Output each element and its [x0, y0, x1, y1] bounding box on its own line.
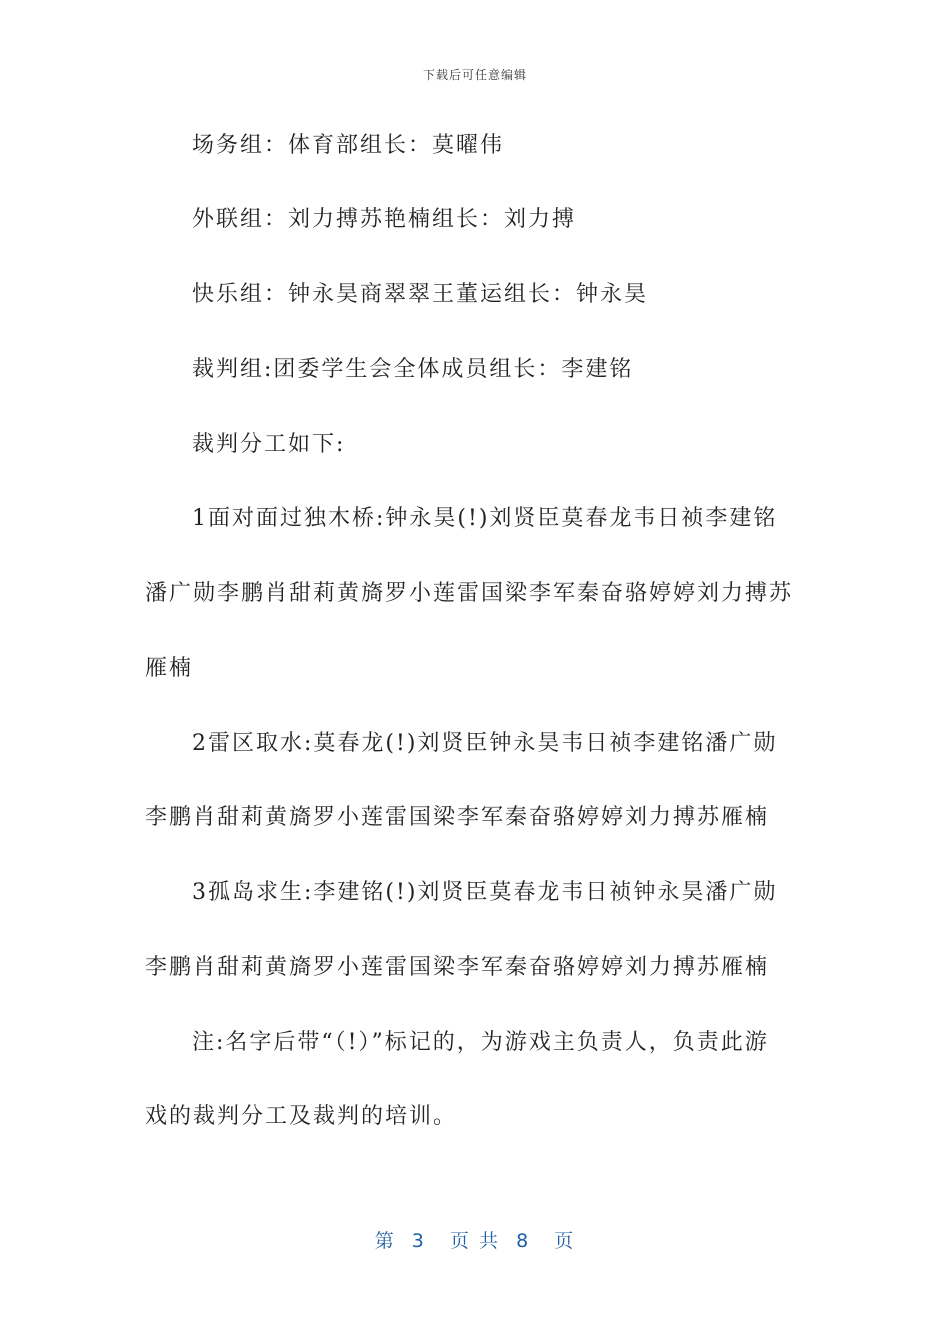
- text-line-game3-part1: 3孤岛求生:李建铭(!)刘贤臣莫春龙韦日祯钟永昊潘广勋: [192, 880, 778, 905]
- text-line-game1-part3: 雁楠: [145, 656, 194, 681]
- text-line-venue-group: 场务组：体育部组长：莫曜伟: [192, 133, 505, 158]
- text-line-referee-group: 裁判组:团委学生会全体成员组长：李建铭: [192, 357, 634, 382]
- text-line-referee-division-heading: 裁判分工如下:: [192, 432, 346, 457]
- text-line-fun-group: 快乐组：钟永昊商翠翠王董运组长：钟永昊: [192, 282, 649, 307]
- text-line-note-part2: 戏的裁判分工及裁判的培训。: [145, 1104, 458, 1129]
- text-line-game1-part1: 1面对面过独木桥:钟永昊(!)刘贤臣莫春龙韦日祯李建铭: [192, 506, 778, 531]
- text-line-game3-part2: 李鹏肖甜莉黄旖罗小莲雷国梁李军秦奋骆婷婷刘力搏苏雁楠: [145, 955, 770, 980]
- text-line-liaison-group: 外联组：刘力搏苏艳楠组长：刘力搏: [192, 207, 577, 232]
- page-number-footer: 第 3 页 共 8 页: [374, 1230, 576, 1252]
- text-line-note-part1: 注:名字后带“（!）”标记的，为游戏主负责人，负责此游: [192, 1030, 769, 1055]
- text-line-game2-part2: 李鹏肖甜莉黄旖罗小莲雷国梁李军秦奋骆婷婷刘力搏苏雁楠: [145, 805, 770, 830]
- text-line-game1-part2: 潘广勋李鹏肖甜莉黄旖罗小莲雷国梁李军秦奋骆婷婷刘力搏苏: [145, 581, 794, 606]
- text-line-game2-part1: 2雷区取水:莫春龙(!)刘贤臣钟永昊韦日祯李建铭潘广勋: [192, 731, 778, 756]
- header-note: 下载后可任意编辑: [422, 68, 527, 82]
